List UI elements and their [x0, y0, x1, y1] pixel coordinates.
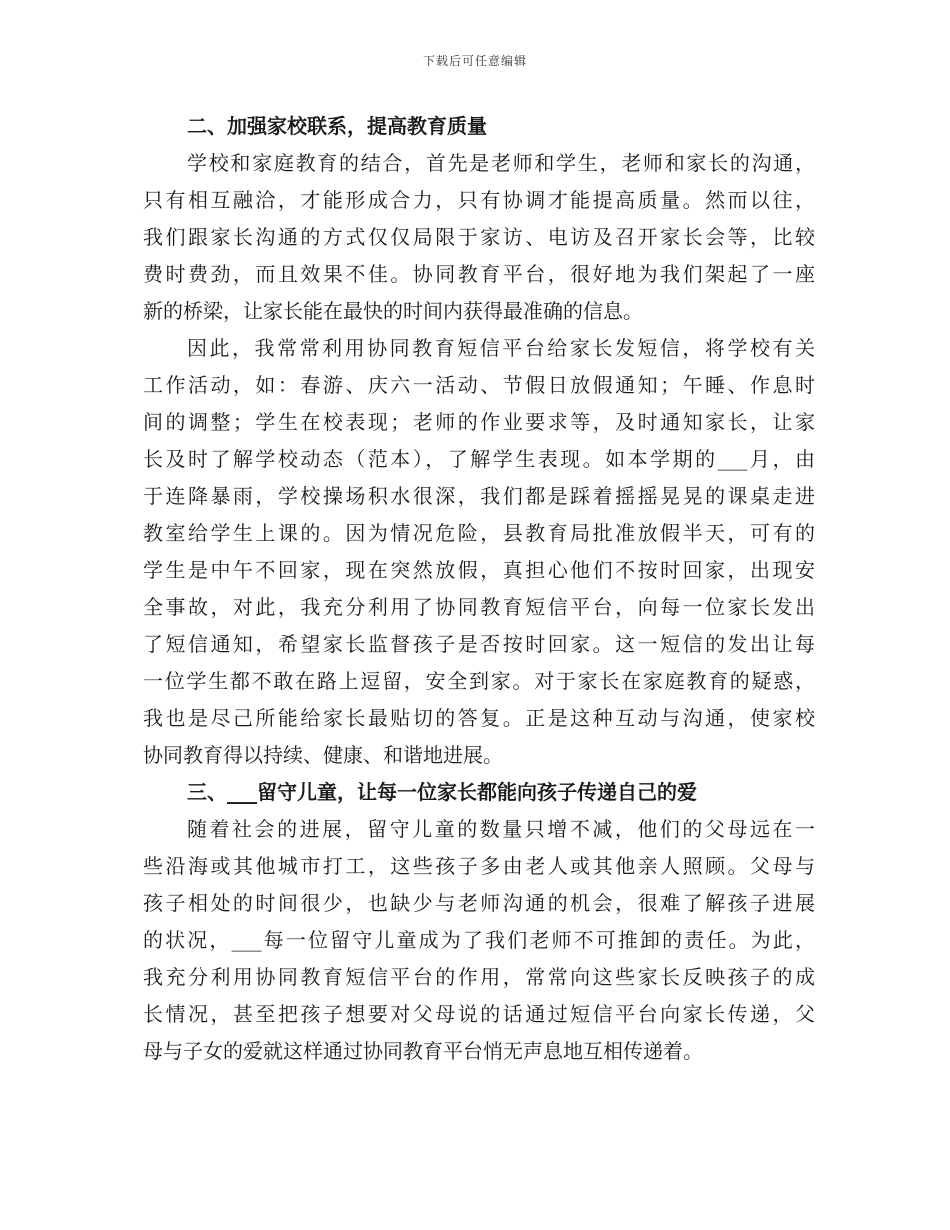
text-line: 了短信通知，希望家长监督孩子是否按时回家。这一短信的发出让每: [143, 632, 815, 656]
text-line: 我们跟家长沟通的方式仅仅局限于家访、电访及召开家长会等，比较: [143, 225, 815, 249]
text-line: 教室给学生上课的。因为情况危险，县教育局批准放假半天，可有的: [143, 521, 815, 545]
paragraph: [143, 330, 815, 774]
text-line: 协同教育得以持续、健康、和谐地进展。: [143, 743, 503, 767]
text-line: 长情况，甚至把孩子想要对父母说的话通过短信平台向家长传递，父: [143, 1002, 815, 1026]
text-line: 学生是中午不回家，现在突然放假，真担心他们不按时回家，出现安: [143, 558, 815, 582]
text-line: 我也是尽己所能给家长最贴切的答复。正是这种互动与沟通，使家校: [143, 706, 815, 730]
paragraph: [143, 811, 815, 1070]
section-heading: 二、加强家校联系，提高教育质量: [187, 114, 487, 138]
text-line: 因此，我常常利用协同教育短信平台给家长发短信，将学校有关: [187, 336, 815, 360]
text-line: 随着社会的进展，留守儿童的数量只增不减，他们的父母远在一: [187, 817, 815, 841]
text-line: 的状况，___每一位留守儿童成为了我们老师不可推卸的责任。为此，: [143, 928, 815, 952]
text-line: 全事故，对此，我充分利用了协同教育短信平台，向每一位家长发出: [143, 595, 815, 619]
section-heading: 三、___留守儿童，让每一位家长都能向孩子传递自己的爱: [187, 780, 697, 804]
text-line: 学校和家庭教育的结合，首先是老师和学生，老师和家长的沟通，: [187, 151, 815, 175]
text-line: 费时费劲，而且效果不佳。协同教育平台，很好地为我们架起了一座: [143, 262, 815, 286]
text-line: 新的桥梁，让家长能在最快的时间内获得最准确的信息。: [143, 299, 643, 323]
text-line: 工作活动，如：春游、庆六一活动、节假日放假通知；午睡、作息时: [143, 373, 815, 397]
text-line: 一位学生都不敢在路上逗留，安全到家。对于家长在家庭教育的疑惑，: [143, 669, 815, 693]
text-line: 孩子相处的时间很少，也缺少与老师沟通的机会，很难了解孩子进展: [143, 891, 815, 915]
text-line: 些沿海或其他城市打工，这些孩子多由老人或其他亲人照顾。父母与: [143, 854, 815, 878]
text-line: 长及时了解学校动态（范本），了解学生表现。如本学期的___月，由: [143, 447, 815, 471]
page-header: 下载后可任意编辑: [422, 54, 527, 68]
paragraph: [143, 145, 815, 330]
text-line: 于连降暴雨，学校操场积水很深，我们都是踩着摇摇晃晃的课桌走进: [143, 484, 815, 508]
text-line: 我充分利用协同教育短信平台的作用，常常向这些家长反映孩子的成: [143, 965, 815, 989]
text-line: 间的调整；学生在校表现；老师的作业要求等，及时通知家长，让家: [143, 410, 815, 434]
text-line: 母与子女的爱就这样通过协同教育平台悄无声息地互相传递着。: [143, 1039, 703, 1063]
text-line: 只有相互融洽，才能形成合力，只有协调才能提高质量。然而以往，: [143, 188, 815, 212]
document-body: [143, 108, 815, 1070]
